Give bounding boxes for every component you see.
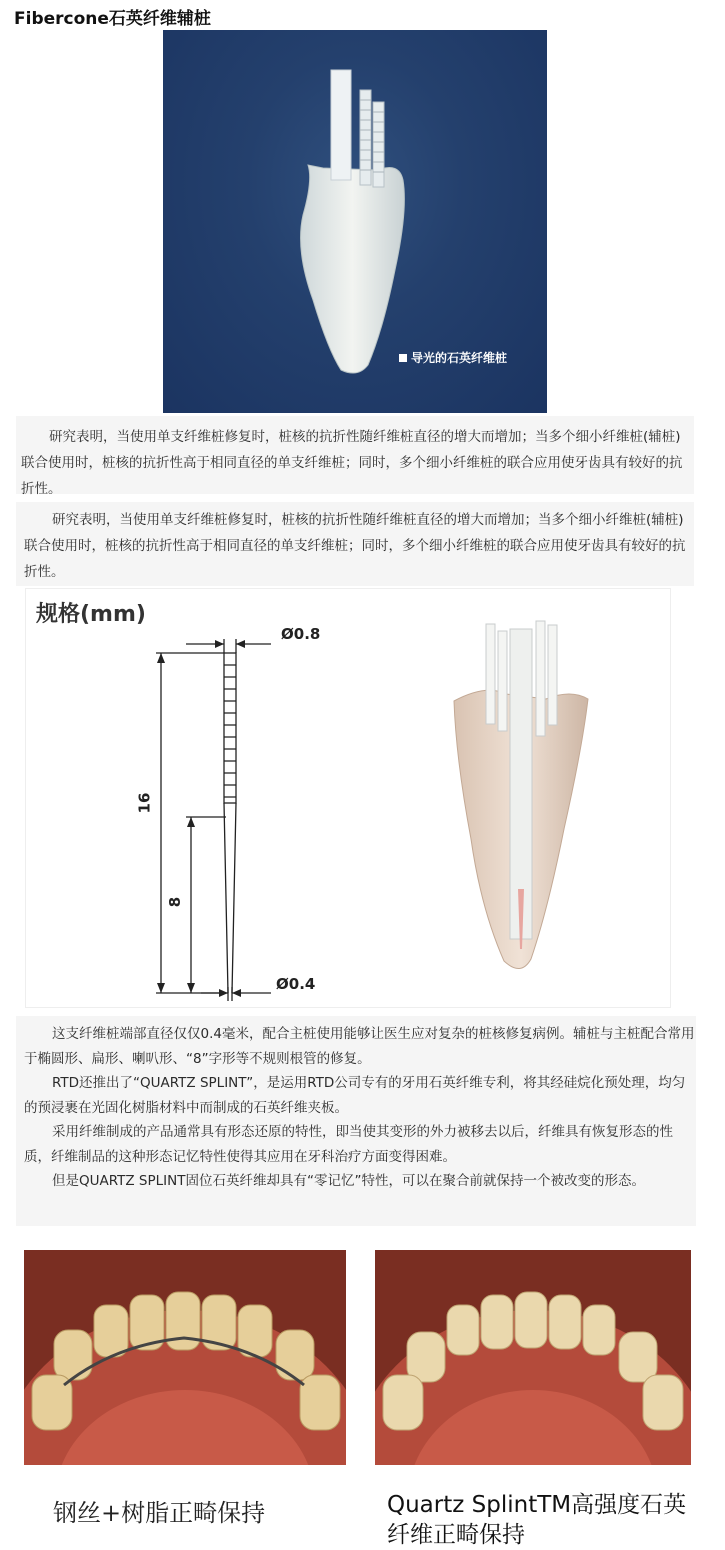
paragraph-block-3 <box>16 1016 696 1226</box>
total-length-label: 16 <box>135 792 154 814</box>
tip-length-label: 8 <box>166 896 185 908</box>
paragraph-block-2 <box>16 502 694 586</box>
photo-caption: 导光的石英纤维桩 <box>399 349 507 366</box>
lower-teeth-wire-illustration <box>24 1250 346 1465</box>
quartz-splint-photo <box>375 1250 691 1465</box>
square-bullet-icon <box>399 354 407 362</box>
bottom-diameter-label: Ø0.4 <box>276 975 316 993</box>
spec-title: 规格(mm) <box>36 602 146 627</box>
lower-teeth-splint-illustration <box>375 1250 691 1465</box>
top-diameter-label: Ø0.8 <box>281 625 321 643</box>
paragraph-text: 但是QUARTZ SPLINT固位石英纤维却具有“零记忆”特性，可以在聚合前就保持一个被改变的形态。 <box>52 1173 645 1189</box>
paragraph-text: 研究表明，当使用单支纤维桩修复时，桩核的抗折性随纤维桩直径的增大而增加；当多个细小纤维桩(辅桩)联合使用时，桩核的抗折性高于相同直径的单支纤维桩；同时，多个细小纤维桩的联合应用使牙齿具有较好的抗折性。 <box>21 429 683 497</box>
fiber-post-photo <box>163 30 547 413</box>
post-dimension-drawing <box>26 589 672 1009</box>
paragraph-text: 这支纤维桩端部直径仅仅0.4毫米，配合主桩使用能够让医生应对复杂的桩核修复病例。辅桩与主桩配合常用于椭圆形、扁形、喇叭形、“8”字形等不规则根管的修复。 <box>24 1026 695 1067</box>
page-title: Fibercone石英纤维辅桩 <box>14 9 211 29</box>
quartz-splint-caption: Quartz SplintTM高强度石英纤维正畸保持 <box>387 1492 687 1548</box>
paragraph-block-1 <box>16 416 694 497</box>
wire-retainer-photo <box>24 1250 346 1465</box>
paragraph-text: 研究表明，当使用单支纤维桩修复时，桩核的抗折性随纤维桩直径的增大而增加；当多个细小纤维桩(辅桩)联合使用时，桩核的抗折性高于相同直径的单支纤维桩；同时，多个细小纤维桩的联合应用使牙齿具有较好的抗折性。 <box>24 512 686 580</box>
paragraph-text: 采用纤维制成的产品通常具有形态还原的特性，即当使其变形的外力被移去以后，纤维具有恢复形态的性质，纤维制品的这种形态记忆特性使得其应用在牙科治疗方面变得困难。 <box>24 1124 673 1165</box>
spec-figure <box>25 588 671 1008</box>
paragraph-text: RTD还推出了“QUARTZ SPLINT”，是运用RTD公司专有的牙用石英纤维专利，将其经硅烷化预处理，均匀的预浸裹在光固化树脂材料中而制成的石英纤维夹板。 <box>24 1075 686 1116</box>
wire-retainer-caption: 钢丝+树脂正畸保持 <box>53 1499 266 1527</box>
